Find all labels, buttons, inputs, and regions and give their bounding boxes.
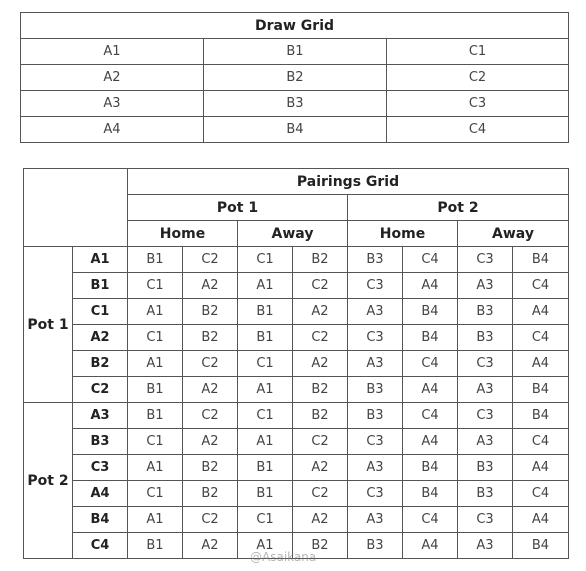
- pairing-cell: C4: [403, 351, 458, 377]
- pairing-cell: B1: [238, 481, 293, 507]
- table-row: [24, 247, 569, 273]
- pot-row-header: Pot 2: [24, 403, 73, 559]
- table-row: [24, 299, 569, 325]
- draw-cell: A4: [21, 117, 204, 143]
- pairings-grid-table: [23, 168, 569, 559]
- pairing-cell: C4: [403, 247, 458, 273]
- draw-cell: B2: [204, 65, 387, 91]
- pairing-cell: B4: [403, 325, 458, 351]
- team-row-header: C2: [73, 377, 128, 403]
- pairing-cell: A3: [458, 273, 513, 299]
- table-row: [24, 377, 569, 403]
- pairing-cell: C3: [458, 403, 513, 429]
- table-row: [24, 273, 569, 299]
- pairing-cell: A3: [458, 429, 513, 455]
- pairing-cell: B4: [513, 533, 569, 559]
- pairing-cell: C3: [348, 481, 403, 507]
- pairing-cell: B2: [293, 247, 348, 273]
- pot-header: Pot 2: [348, 195, 569, 221]
- pairing-cell: A3: [458, 377, 513, 403]
- pairing-cell: A4: [513, 299, 569, 325]
- pairing-cell: A1: [238, 533, 293, 559]
- pairing-cell: C1: [128, 429, 183, 455]
- pairing-cell: B2: [183, 481, 238, 507]
- pairing-cell: A1: [238, 429, 293, 455]
- draw-cell: A2: [21, 65, 204, 91]
- table-row: [24, 325, 569, 351]
- pairing-cell: B3: [348, 247, 403, 273]
- table-row: [24, 507, 569, 533]
- pairing-cell: B3: [348, 533, 403, 559]
- pairing-cell: C4: [513, 325, 569, 351]
- side-header-away: Away: [238, 221, 348, 247]
- draw-cell: B1: [204, 39, 387, 65]
- pairing-cell: A2: [183, 429, 238, 455]
- pairing-cell: C1: [128, 481, 183, 507]
- pairing-cell: B3: [348, 377, 403, 403]
- pairing-cell: C3: [458, 507, 513, 533]
- pairing-cell: A1: [238, 273, 293, 299]
- pairing-cell: B4: [403, 481, 458, 507]
- watermark: @Asaikana: [250, 550, 317, 564]
- pairing-cell: A2: [293, 299, 348, 325]
- pairing-cell: C2: [293, 273, 348, 299]
- team-row-header: B4: [73, 507, 128, 533]
- pairing-cell: B1: [128, 247, 183, 273]
- pairing-cell: C3: [458, 247, 513, 273]
- pairing-cell: B1: [128, 533, 183, 559]
- pairing-cell: A4: [403, 273, 458, 299]
- team-row-header: B2: [73, 351, 128, 377]
- draw-cell: C3: [387, 91, 569, 117]
- team-row-header: C4: [73, 533, 128, 559]
- table-row: [21, 91, 569, 117]
- pairing-cell: B1: [238, 299, 293, 325]
- pairing-cell: A3: [348, 507, 403, 533]
- pairings-corner: [24, 169, 128, 247]
- pairing-cell: A3: [348, 351, 403, 377]
- pairing-cell: C3: [348, 273, 403, 299]
- pairing-cell: A1: [128, 351, 183, 377]
- pairing-cell: C2: [183, 351, 238, 377]
- pairing-cell: A4: [403, 377, 458, 403]
- pairing-cell: A4: [403, 533, 458, 559]
- table-row: [24, 351, 569, 377]
- pairing-cell: B2: [293, 533, 348, 559]
- draw-cell: C1: [387, 39, 569, 65]
- pairing-cell: B2: [183, 325, 238, 351]
- draw-cell: B4: [204, 117, 387, 143]
- pairing-cell: C3: [348, 325, 403, 351]
- pairing-cell: C2: [183, 247, 238, 273]
- table-row: [24, 403, 569, 429]
- pairing-cell: C1: [238, 351, 293, 377]
- pairing-cell: A2: [183, 273, 238, 299]
- pot-header: Pot 1: [128, 195, 348, 221]
- pairing-cell: B4: [513, 403, 569, 429]
- pairing-cell: B2: [183, 299, 238, 325]
- draw-cell: A1: [21, 39, 204, 65]
- pairing-cell: B2: [293, 377, 348, 403]
- draw-cell: C4: [387, 117, 569, 143]
- pairing-cell: C1: [128, 325, 183, 351]
- pairing-cell: B1: [128, 377, 183, 403]
- pairing-cell: B2: [183, 455, 238, 481]
- pairing-cell: A2: [183, 533, 238, 559]
- side-header-away: Away: [458, 221, 569, 247]
- pairing-cell: C2: [293, 325, 348, 351]
- table-row: [21, 39, 569, 65]
- pairing-cell: C2: [293, 429, 348, 455]
- pairing-cell: A3: [348, 299, 403, 325]
- pairing-cell: A1: [128, 299, 183, 325]
- team-row-header: B1: [73, 273, 128, 299]
- pairing-cell: B3: [458, 455, 513, 481]
- pairing-cell: C2: [183, 403, 238, 429]
- pairing-cell: C1: [128, 273, 183, 299]
- pairing-cell: B3: [348, 403, 403, 429]
- team-row-header: B3: [73, 429, 128, 455]
- pairing-cell: C2: [293, 481, 348, 507]
- pairing-cell: C4: [403, 403, 458, 429]
- pairing-cell: C3: [348, 429, 403, 455]
- pairing-cell: C4: [403, 507, 458, 533]
- pairing-cell: C4: [513, 273, 569, 299]
- draw-grid-table: [20, 12, 569, 143]
- draw-cell: B3: [204, 91, 387, 117]
- team-row-header: C3: [73, 455, 128, 481]
- team-row-header: A1: [73, 247, 128, 273]
- pairing-cell: B3: [458, 299, 513, 325]
- pairing-cell: B4: [403, 299, 458, 325]
- pairing-cell: B4: [403, 455, 458, 481]
- table-row: [24, 429, 569, 455]
- side-header-home: Home: [348, 221, 458, 247]
- pairing-cell: B1: [238, 325, 293, 351]
- pairing-cell: A2: [183, 377, 238, 403]
- draw-cell: A3: [21, 91, 204, 117]
- pairing-cell: A2: [293, 507, 348, 533]
- pairing-cell: A4: [513, 351, 569, 377]
- pairing-cell: A3: [348, 455, 403, 481]
- pairing-cell: A2: [293, 455, 348, 481]
- side-header-home: Home: [128, 221, 238, 247]
- pairing-cell: A2: [293, 351, 348, 377]
- pairing-cell: C4: [513, 429, 569, 455]
- pairing-cell: B2: [293, 403, 348, 429]
- pairing-cell: A4: [513, 507, 569, 533]
- pairing-cell: B3: [458, 481, 513, 507]
- draw-cell: C2: [387, 65, 569, 91]
- table-row: [24, 481, 569, 507]
- table-row: [24, 455, 569, 481]
- pairing-cell: B4: [513, 247, 569, 273]
- pairing-cell: C1: [238, 507, 293, 533]
- pairing-cell: B1: [128, 403, 183, 429]
- pairing-cell: C1: [238, 247, 293, 273]
- team-row-header: A2: [73, 325, 128, 351]
- table-row: [21, 117, 569, 143]
- team-row-header: C1: [73, 299, 128, 325]
- table-row: [21, 65, 569, 91]
- team-row-header: A4: [73, 481, 128, 507]
- pairing-cell: C2: [183, 507, 238, 533]
- pairing-cell: B4: [513, 377, 569, 403]
- pairing-cell: C3: [458, 351, 513, 377]
- pairing-cell: B3: [458, 325, 513, 351]
- pairing-cell: A3: [458, 533, 513, 559]
- pairing-cell: A4: [403, 429, 458, 455]
- pairings-grid-title: Pairings Grid: [128, 169, 569, 195]
- pairing-cell: A1: [238, 377, 293, 403]
- pot-row-header: Pot 1: [24, 247, 73, 403]
- pairing-cell: A1: [128, 507, 183, 533]
- pairing-cell: A4: [513, 455, 569, 481]
- pairing-cell: C4: [513, 481, 569, 507]
- pairing-cell: A1: [128, 455, 183, 481]
- pairing-cell: C1: [238, 403, 293, 429]
- pairing-cell: B1: [238, 455, 293, 481]
- draw-grid-title: Draw Grid: [21, 13, 569, 39]
- team-row-header: A3: [73, 403, 128, 429]
